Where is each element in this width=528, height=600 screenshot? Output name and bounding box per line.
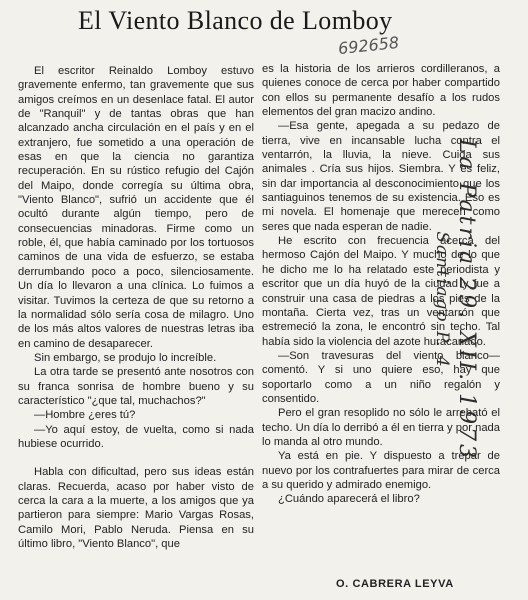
article-column-left bbox=[18, 64, 254, 551]
handwritten-archive-code: 692658 bbox=[337, 32, 400, 59]
annotation-line-1: La Patria 29. XII. 1973 bbox=[454, 138, 480, 462]
paragraph: Pero el gran resoplido no sólo le arrebató el techo. Un día lo derribó a él en tierra y por nada lo manda al otro mundo. bbox=[262, 407, 500, 448]
paragraph: Habla con dificultad, pero sus ideas están claras. Recuerda, acaso por haber visto de cerca la cara a la muerte, a los amigos que ya partieron para siempre: Mario Vargas Rosas, Camilo Mori, Pablo Neruda. Piensa en su último libro, "Viento Blanco", que bbox=[18, 466, 254, 550]
paragraph: —Yo aquí estoy, de vuelta, como si nada hubiese ocurrido. bbox=[18, 423, 254, 450]
paragraph: es la historia de los arrieros cordilleranos, a quienes conoce de cerca por haber compartido con ellos su permanente desafío a los rudos elementos del gran macizo andino. bbox=[262, 63, 500, 119]
annotation-line-2: Santiago P. 4 bbox=[432, 231, 453, 369]
paragraph: —Esa gente, apegada a su pedazo de tierra, vive en incansable lucha contra el ventarrón, la lluvia, la nieve. Cuida sus animales . Cría sus hijos. Siembra. Y es feliz, sin dar importancia al desconocimiento que los santiaguinos tenemos de su existencia. Eso es mi novela. El homenaje que merecen como seres que nada esperan de nadie. bbox=[262, 120, 500, 233]
paragraph: —Hombre ¿eres tú? bbox=[34, 409, 136, 422]
paragraph: El escritor Reinaldo Lomboy estuvo gravemente enfermo, tan gravemente que sus amigos creímos en un desenlace fatal. El autor de "Ranquil" y de tantas obras que han alcanzado ancha circulación en el país y en el extranjero, fue sometido a una operación de esas en que la ciencia no garantiza recuperación. En su rústico refugio del Cajón del Maipo, donde corregía su última obra, "Viento Blanco", sufrió un accidente que él ocultó durante algún tiempo, pero de consecuencias minadoras. Firme como un roble, él, que había caminado por los tortuosos caminos de una vida de esfuerzo, se estaba derrumbando poco a poco, silenciosamente. Un día lo llevaron a una clínica. Lo fuimos a visitar. Tuvimos la certeza de que su retorno a la normalidad sólo sería cosa de milagro. Uno de los más altos valores de nuestras letras iba en camino de desaparecer. bbox=[18, 65, 254, 350]
author-byline: O. CABRERA LEYVA bbox=[336, 578, 454, 590]
handwritten-source-annotation bbox=[426, 138, 486, 462]
paragraph: ¿Cuándo aparecerá el libro? bbox=[278, 493, 420, 506]
paragraph: La otra tarde se presentó ante nosotros con su franca sonrisa de hombre bueno y su característico "¿que tal, muchachos?" bbox=[18, 366, 254, 407]
paragraph: Sin embargo, se produjo lo increíble. bbox=[34, 351, 217, 364]
paragraph: —Son travesuras del viento blanco— comentó. Y si uno quiere eso, hay que soportarlo como a un niño regalón y consentido. bbox=[262, 349, 500, 405]
paragraph: Ya está en pie. Y dispuesto a trepar de nuevo por los contrafuertes para mirar de cerca a su querido y admirado enemigo. bbox=[262, 450, 500, 491]
article-title: El Viento Blanco de Lomboy bbox=[78, 6, 393, 35]
paragraph: He escrito con frecuencia acerca del hermoso Cajón del Maipo. Y mucho de lo que he dicho me lo ha relatado este periodista y escritor que un día huyó de la ciudad y fue a construir una casa de piedras a los pies de la montaña. Cierta vez, tras un ventarrón que estremeció la zona, le encontró sin techo. Tal había sido la violencia del azote huracanado. bbox=[262, 235, 500, 348]
